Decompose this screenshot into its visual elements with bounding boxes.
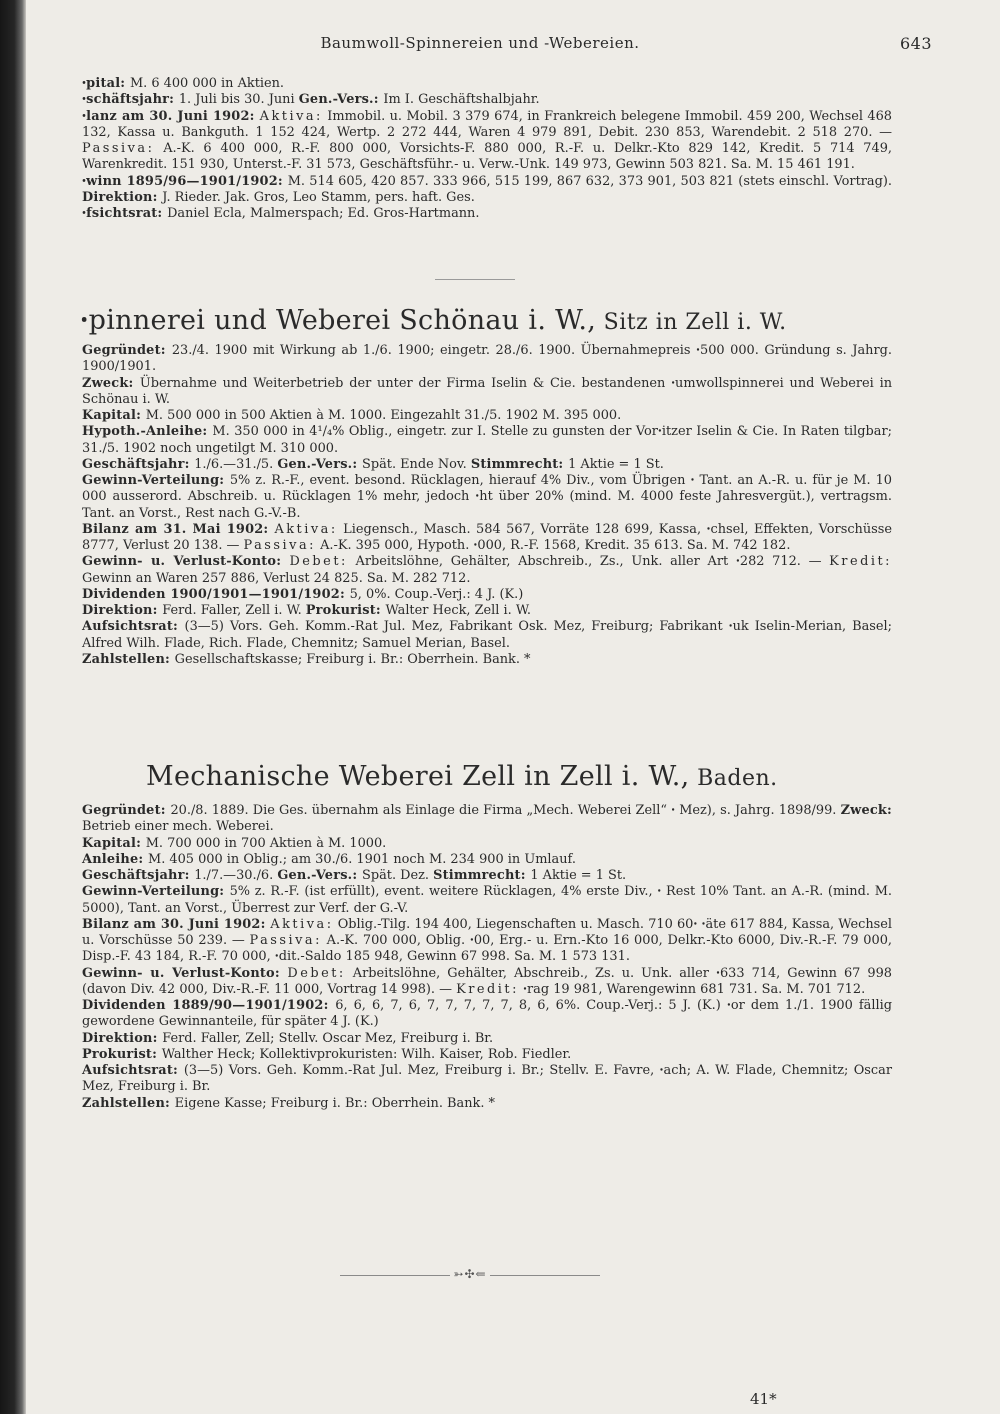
field-label: Aufsichtsrat:	[82, 1063, 184, 1078]
field-label: Zweck:	[82, 375, 140, 391]
field-text: M. 350 000 in 4¹/₄% Oblig., eingetr. zur I. Stelle zu gunsten der Vorꞏitzer Iselin & Cie. In Raten tilgbar; 31./5. 1902 noch ungetilgt M. 310 000.	[82, 424, 892, 456]
field-text: A.-K. 700 000, Oblig. ꞏ00, Erg.- u. Ern.-Kto 16 000, Delkr.-Kto 6000, Div.-R.-F. 79 000, Disp.-F. 43 184, R.-F. 70 000, ꞏdit.-Saldo 185 948, Gewinn 67 998. Sa. M. 1 573 131.	[82, 933, 892, 965]
entry-mech-weberei-zell	[82, 803, 892, 1112]
field-label: Aufsichtsrat:	[82, 619, 185, 635]
field-text: Daniel Ecla, Malmerspach; Ed. Gros-Hartmann.	[167, 206, 480, 221]
field-text: Arbeitslöhne, Gehälter, Abschreib., Zs. u. Unk. aller ꞏ633 714, Gewinn 67 998 (davon Div. 42 000, Div.-R.-F. 11 000, Vortrag 14 998). —	[82, 965, 892, 997]
field-label: Stimmrecht:	[470, 456, 569, 472]
running-header	[40, 34, 990, 58]
entry-paragraph	[82, 917, 892, 966]
entry-paragraph	[82, 1047, 892, 1063]
entry-paragraph	[82, 343, 892, 376]
field-text: M. 6 400 000 in Aktien.	[129, 76, 285, 91]
field-text: Immobil. u. Mobil. 3 379 674, in Frankreich belegene Immobil. 459 200, Wechsel 468 132, Kassa u. Bankguth. 1 152 424, Wertp. 2 272 444, Waren 4 979 891, Debit. 230 853, Warendebit. 2 518 270. —	[82, 108, 892, 140]
field-text: 5% z. R.-F. (ist erfüllt), event. weitere Rücklagen, 4% erste Div., ꞏ Rest 10% Tant. an A.-R. (mind. M. 5000), Tant. an Vorst., Überrest zur Verf. der G.-V.	[82, 884, 892, 916]
field-text: M. 405 000 in Oblig.; am 30./6. 1901 noch M. 234 900 in Umlauf.	[148, 851, 576, 867]
field-text: Ferd. Faller, Zell; Stellv. Oscar Mez, Freiburg i. Br.	[162, 1030, 494, 1046]
field-text: 5% z. R.-F., event. besond. Rücklagen, hierauf 4% Div., vom Übrigen ꞏ Tant. an A.-R. u. für je M. 10 000 ausserord. Abschreib. u. Rücklagen 1% mehr, jedoch ꞏht über 20% (mind. M. 4000 feste Jahresvergüt.), vertragsm. Tant. an Vorst., Rest nach G.-V.-B.	[82, 473, 892, 521]
field-text: Liegensch., Masch. 584 567, Vorräte 128 699, Kassa, ꞏchsel, Effekten, Vorschüsse 8777, Verlust 20 138. —	[82, 521, 893, 553]
printer-signature-mark: 41*	[750, 1390, 777, 1408]
field-label: Zahlstellen:	[82, 651, 175, 667]
field-label: Gewinn- u. Verlust-Konto:	[82, 965, 288, 981]
spaced-label: Aktiva:	[270, 916, 334, 932]
field-label: Dividenden 1900/1901—1901/1902:	[82, 586, 350, 602]
field-label: Gewinn-Verteilung:	[82, 884, 230, 900]
entry-schoenau	[82, 343, 892, 668]
field-label: Direktion:	[82, 603, 163, 618]
field-text: J. Rieder. Jak. Gros, Leo Stamm, pers. haft. Ges.	[162, 189, 475, 205]
entry-paragraph	[82, 587, 892, 603]
field-label: Hypoth.-Anleihe:	[82, 424, 213, 440]
field-text: 5, 0%. Coup.-Verj.: 4 J. (K.)	[349, 586, 524, 602]
entry-baumwoll-continued	[82, 76, 892, 222]
field-text: Arbeitslöhne, Gehälter, Abschreib., Zs., Unk. aller Art ꞏ282 712. —	[347, 554, 830, 570]
field-label: ꞏpital:	[82, 76, 130, 91]
field-text: A.-K. 6 400 000, R.-F. 800 000, Vorsichts-F. 880 000, R.-F. u. Delkr.-Kto 829 142, Kredit. 5 714 749, Warenkredit. 151 930, Unterst.-F. 31 573, Geschäftsführ.- u. Verw.-Unk. 149 973, Gewinn 503 821. Sa. M. 15 461 191.	[82, 141, 892, 173]
spaced-label: Passiva:	[82, 141, 155, 156]
field-label: Gen.-Vers.:	[298, 92, 384, 108]
field-label: ꞏlanz am 30. Juni 1902:	[82, 108, 260, 124]
field-text: 1 Aktie = 1 St.	[530, 868, 627, 883]
field-label: Dividenden 1889/90—1901/1902:	[82, 998, 336, 1013]
entry-paragraph	[82, 1063, 892, 1096]
field-label: Gegründet:	[82, 803, 171, 818]
field-text: (3—5) Vors. Geh. Komm.-Rat Jul. Mez, Fabrikant Osk. Mez, Freiburg; Fabrikant ꞏuk Iselin-Merian, Basel; Alfred Wilh. Flade, Rich. Flade, Chemnitz; Samuel Merian, Basel.	[82, 619, 892, 651]
page-number: 643	[899, 34, 932, 53]
field-text: (3—5) Vors. Geh. Komm.-Rat Jul. Mez, Freiburg i. Br.; Stellv. E. Favre, ꞏach; A. W. Flade, Chemnitz; Oscar Mez, Freiburg i. Br.	[82, 1063, 892, 1095]
entry-paragraph	[82, 174, 892, 207]
spaced-label: Passiva:	[243, 538, 316, 553]
company-title-mech-weberei-zell	[146, 760, 778, 796]
entry-paragraph	[82, 206, 892, 222]
field-label: Geschäftsjahr:	[82, 456, 195, 472]
entry-paragraph	[82, 457, 892, 473]
field-text: M. 514 605, 420 857. 333 966, 515 199, 867 632, 373 901, 503 821 (stets einschl. Vortrag).	[287, 173, 892, 189]
field-label: Direktion:	[82, 189, 163, 205]
field-text: A.-K. 395 000, Hypoth. ꞏ000, R.-F. 1568, Kredit. 35 613. Sa. M. 742 182.	[315, 538, 791, 553]
section-rule	[435, 279, 515, 280]
company-name: Mechanische Weberei Zell in Zell i. W.,	[146, 761, 690, 792]
book-spine-shadow	[0, 0, 26, 1414]
field-label: ꞏfsichtsrat:	[82, 206, 168, 221]
spaced-label: Debet:	[287, 965, 346, 981]
spaced-label: Aktiva:	[274, 521, 338, 537]
field-text: 20./8. 1889. Die Ges. übernahm als Einlage die Firma „Mech. Weberei Zell“ ꞏ Mez), s. Jahrg. 1898/99.	[170, 803, 841, 818]
entry-paragraph	[82, 473, 892, 522]
field-label: Prokurist:	[305, 603, 386, 618]
field-label: Bilanz am 31. Mai 1902:	[82, 521, 275, 537]
field-label: Zahlstellen:	[82, 1095, 175, 1111]
field-label: Prokurist:	[82, 1046, 162, 1062]
field-label: ꞏschäftsjahr:	[82, 92, 179, 108]
entry-paragraph	[82, 884, 892, 917]
field-text: ꞏrag 19 981, Warengewinn 681 731. Sa. M. 701 712.	[518, 981, 866, 997]
field-label: Gegründet:	[82, 343, 172, 358]
field-text: Walther Heck; Kollektivprokuristen: Wilh. Kaiser, Rob. Fiedler.	[161, 1046, 572, 1062]
company-seat: Baden.	[689, 766, 778, 791]
entry-paragraph	[82, 868, 892, 884]
spaced-label: Aktiva:	[259, 108, 323, 124]
field-text: Betrieb einer mech. Weberei.	[82, 819, 274, 835]
field-label: Stimmrecht:	[433, 868, 531, 883]
field-label: Kapital:	[82, 835, 146, 851]
field-text: Oblig.-Tilg. 194 400, Liegenschaften u. Masch. 710 60ꞏ ꞏäte 617 884, Kassa, Wechsel u. Vorschüsse 50 239. —	[82, 916, 892, 948]
entry-paragraph	[82, 408, 892, 424]
field-text: 23./4. 1900 mit Wirkung ab 1./6. 1900; eingetr. 28./6. 1900. Übernahmepreis ꞏ500 000. Gründung s. Jahrg. 1900/1901.	[82, 343, 892, 375]
spaced-label: Passiva:	[249, 933, 322, 948]
entry-paragraph	[82, 619, 892, 652]
company-seat: Sitz in Zell i. W.	[596, 310, 787, 335]
field-text: 6, 6, 6, 7, 6, 7, 7, 7, 7, 7, 8, 6, 6%. Coup.-Verj.: 5 J. (K.) ꞏor dem 1./1. 1900 fällig gewordene Gewinnanteile, für später 4 J. (K.)	[82, 998, 892, 1030]
field-text: Übernahme und Weiterbetrieb der unter der Firma Iselin & Cie. bestandenen ꞏumwollspinnerei und Weberei in Schönau i. W.	[82, 375, 892, 407]
entry-paragraph	[82, 603, 892, 619]
field-label: Gen.-Vers.:	[277, 456, 362, 472]
field-text: Gewinn an Waren 257 886, Verlust 24 825. Sa. M. 282 712.	[82, 570, 471, 586]
field-label: ꞏwinn 1895/96—1901/1902:	[82, 173, 288, 189]
entry-paragraph	[82, 522, 892, 555]
entry-paragraph	[82, 92, 892, 108]
field-text: Spät. Dez.	[362, 868, 434, 883]
field-label: Geschäftsjahr:	[82, 868, 195, 883]
entry-paragraph	[82, 424, 892, 457]
entry-paragraph	[82, 998, 892, 1031]
entry-paragraph	[82, 1096, 892, 1112]
spaced-label: Kredit:	[456, 981, 519, 997]
field-text: Eigene Kasse; Freiburg i. Br.: Oberrhein. Bank. *	[174, 1095, 495, 1111]
spaced-label: Kredit:	[829, 554, 892, 570]
entry-paragraph	[82, 76, 892, 92]
field-text: M. 700 000 in 700 Aktien à M. 1000.	[145, 835, 387, 851]
entry-paragraph	[82, 109, 892, 174]
field-label: Kapital:	[82, 408, 146, 423]
company-name: ꞏpinnerei und Weberei Schönau i. W.,	[80, 305, 597, 336]
field-text: Ferd. Faller, Zell i. W.	[162, 603, 306, 618]
document-page	[40, 0, 990, 1414]
end-ornament	[340, 1268, 600, 1282]
field-text: 1./7.—30./6.	[194, 868, 278, 883]
ornament-line-right	[490, 1275, 600, 1276]
field-label: Gen.-Vers.:	[277, 868, 362, 883]
field-label: Zweck:	[840, 803, 893, 818]
field-text: Im I. Geschäftshalbjahr.	[383, 92, 540, 108]
field-label: Gewinn-Verteilung:	[82, 473, 230, 488]
field-text: 1./6.—31./5.	[194, 456, 278, 472]
entry-paragraph	[82, 652, 892, 668]
ornament-glyph: ➳✣⇐	[453, 1267, 487, 1281]
entry-paragraph	[82, 803, 892, 836]
field-text: Gesellschaftskasse; Freiburg i. Br.: Oberrhein. Bank. *	[174, 651, 531, 667]
field-text: Spät. Ende Nov.	[362, 456, 471, 472]
field-text: Walter Heck, Zell i. W.	[385, 603, 531, 618]
spaced-label: Debet:	[289, 554, 348, 570]
entry-paragraph	[82, 836, 892, 852]
field-label: Bilanz am 30. Juni 1902:	[82, 916, 271, 932]
field-label: Gewinn- u. Verlust-Konto:	[82, 554, 290, 570]
entry-paragraph	[82, 1031, 892, 1047]
running-title: Baumwoll-Spinnereien und -Webereien.	[320, 34, 640, 52]
ornament-line-left	[340, 1275, 450, 1276]
field-text: 1 Aktie = 1 St.	[568, 456, 664, 472]
entry-paragraph	[82, 852, 892, 868]
company-title-schoenau	[80, 304, 787, 340]
field-label: Anleihe:	[82, 851, 148, 867]
field-text: M. 500 000 in 500 Aktien à M. 1000. Eingezahlt 31./5. 1902 M. 395 000.	[145, 408, 622, 423]
entry-paragraph	[82, 376, 892, 409]
entry-paragraph	[82, 554, 892, 587]
field-label: Direktion:	[82, 1030, 163, 1046]
field-text: 1. Juli bis 30. Juni	[178, 92, 299, 108]
entry-paragraph	[82, 966, 892, 999]
